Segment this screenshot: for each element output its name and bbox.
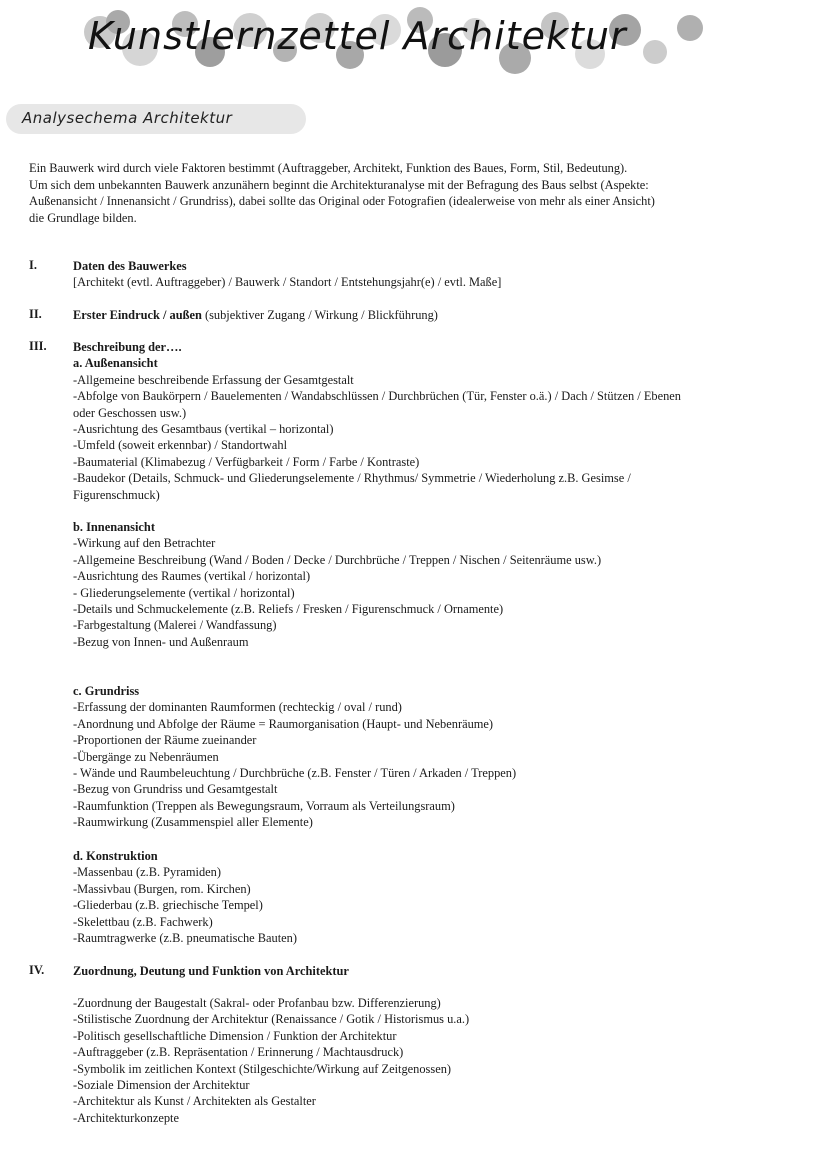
list-item: -Allgemeine beschreibende Erfassung der Gesamtgestalt bbox=[73, 372, 354, 387]
list-item: -Massivbau (Burgen, rom. Kirchen) bbox=[73, 881, 251, 896]
list-item: -Politisch gesellschaftliche Dimension / Funktion der Architektur bbox=[73, 1028, 397, 1043]
list-item: -Übergänge zu Nebenräumen bbox=[73, 749, 219, 764]
section-2-text: (subjektiver Zugang / Wirkung / Blickführung) bbox=[201, 308, 438, 322]
section-2-title: Erster Eindruck / außen bbox=[73, 308, 202, 322]
title-banner bbox=[0, 0, 828, 95]
section-4-list bbox=[73, 995, 693, 1126]
list-item: -Bezug von Innen- und Außenraum bbox=[73, 634, 249, 649]
list-item: -Architektur als Kunst / Architekten als Gestalter bbox=[73, 1094, 316, 1109]
list-item: -Allgemeine Beschreibung (Wand / Boden / Decke / Durchbrüche / Treppen / Nischen / Seitenräume usw.) bbox=[73, 552, 602, 567]
list-item: -Ausrichtung des Raumes (vertikal / horizontal) bbox=[73, 569, 311, 584]
subsection-c bbox=[73, 683, 693, 831]
list-item: -Bezug von Grundriss und Gesamtgestalt bbox=[73, 782, 278, 797]
section-heading: Analysechema Architektur bbox=[22, 109, 233, 127]
list-item: - Gliederungselemente (vertikal / horizontal) bbox=[73, 585, 295, 600]
intro-paragraph-1: Ein Bauwerk wird durch viele Faktoren bestimmt (Auftraggeber, Architekt, Funktion des Baues, Form, Stil, Bedeutung). bbox=[29, 161, 628, 175]
list-item: -Ausrichtung des Gesamtbaus (vertikal – horizontal) bbox=[73, 422, 334, 437]
list-item: -Erfassung der dominanten Raumformen (rechteckig / oval / rund) bbox=[73, 700, 402, 715]
section-4-title bbox=[73, 963, 693, 979]
list-item: -Raumtragwerke (z.B. pneumatische Bauten) bbox=[73, 931, 297, 946]
subsection-a-heading: a. Außenansicht bbox=[73, 356, 158, 371]
list-item: -Skelettbau (z.B. Fachwerk) bbox=[73, 914, 213, 929]
list-item: -Abfolge von Baukörpern / Bauelementen / Wandabschlüssen / Durchbrüchen (Tür, Fenster o.ä.) / Dach / Stützen / Ebenen oder Geschossen usw.) bbox=[73, 389, 681, 420]
list-item: -Baumaterial (Klimabezug / Verfügbarkeit / Form / Farbe / Kontraste) bbox=[73, 454, 420, 469]
list-item: -Stilistische Zuordnung der Architektur (Renaissance / Gotik / Historismus u.a.) bbox=[73, 1012, 470, 1027]
list-item: -Raumfunktion (Treppen als Bewegungsraum, Vorraum als Verteilungsraum) bbox=[73, 798, 455, 813]
list-item: -Architekturkonzepte bbox=[73, 1110, 179, 1125]
section-1-text: [Architekt (evtl. Auftraggeber) / Bauwerk / Standort / Entstehungsjahr(e) / evtl. Maße] bbox=[73, 275, 502, 290]
subsection-d bbox=[73, 848, 693, 946]
list-item: -Zuordnung der Baugestalt (Sakral- oder Profanbau bzw. Differenzierung) bbox=[73, 996, 441, 1010]
list-item: -Anordnung und Abfolge der Räume = Raumorganisation (Haupt- und Nebenräume) bbox=[73, 716, 494, 731]
list-item: -Soziale Dimension der Architektur bbox=[73, 1078, 250, 1093]
section-heading-pill bbox=[6, 104, 306, 134]
list-item: -Symbolik im zeitlichen Kontext (Stilgeschichte/Wirkung auf Zeitgenossen) bbox=[73, 1061, 452, 1076]
list-item: -Massenbau (z.B. Pyramiden) bbox=[73, 865, 221, 880]
page-title: Kunstlernzettel Architektur bbox=[88, 14, 627, 58]
subsection-c-heading: c. Grundriss bbox=[73, 684, 140, 698]
section-2 bbox=[73, 307, 693, 323]
section-3 bbox=[73, 339, 693, 503]
section-number-2: II. bbox=[29, 307, 42, 321]
list-item: -Umfeld (soweit erkennbar) / Standortwahl bbox=[73, 438, 288, 453]
section-3-title: Beschreibung der…. bbox=[73, 340, 182, 354]
intro-paragraph-2: Um sich dem unbekannten Bauwerk anzunähern beginnt die Architekturanalyse mit der Befragung des Baus selbst (Aspekte: Außenansicht / Innenansicht / Grundriss), dabei sollte das Original oder Fotografien (idealerweise von mehr als einer Ansicht) die Grundlage bilden. bbox=[29, 177, 655, 225]
list-item: -Baudekor (Details, Schmuck- und Gliederungselemente / Rhythmus/ Symmetrie / Wiederholung z.B. Gesimse / Figurenschmuck) bbox=[73, 471, 631, 502]
section-number-4: IV. bbox=[29, 963, 45, 977]
list-item: -Proportionen der Räume zueinander bbox=[73, 733, 257, 748]
list-item: -Farbgestaltung (Malerei / Wandfassung) bbox=[73, 618, 277, 633]
list-item: -Details und Schmuckelemente (z.B. Reliefs / Fresken / Figurenschmuck / Ornamente) bbox=[73, 602, 504, 617]
section-number-3: III. bbox=[29, 339, 47, 353]
section-1 bbox=[73, 258, 693, 291]
subsection-b-heading: b. Innenansicht bbox=[73, 520, 155, 534]
section-1-title: Daten des Bauwerkes bbox=[73, 259, 187, 273]
list-item: - Wände und Raumbeleuchtung / Durchbrüche (z.B. Fenster / Türen / Arkaden / Treppen) bbox=[73, 766, 517, 781]
list-item: -Raumwirkung (Zusammenspiel aller Elemente) bbox=[73, 815, 313, 830]
subsection-b bbox=[73, 519, 693, 650]
section-4-title-text: Zuordnung, Deutung und Funktion von Architektur bbox=[73, 964, 349, 978]
subsection-d-heading: d. Konstruktion bbox=[73, 849, 158, 863]
section-number-1: I. bbox=[29, 258, 37, 272]
list-item: -Wirkung auf den Betrachter bbox=[73, 536, 216, 551]
list-item: -Gliederbau (z.B. griechische Tempel) bbox=[73, 898, 263, 913]
intro-text bbox=[29, 160, 669, 226]
list-item: -Auftraggeber (z.B. Repräsentation / Erinnerung / Machtausdruck) bbox=[73, 1045, 404, 1060]
